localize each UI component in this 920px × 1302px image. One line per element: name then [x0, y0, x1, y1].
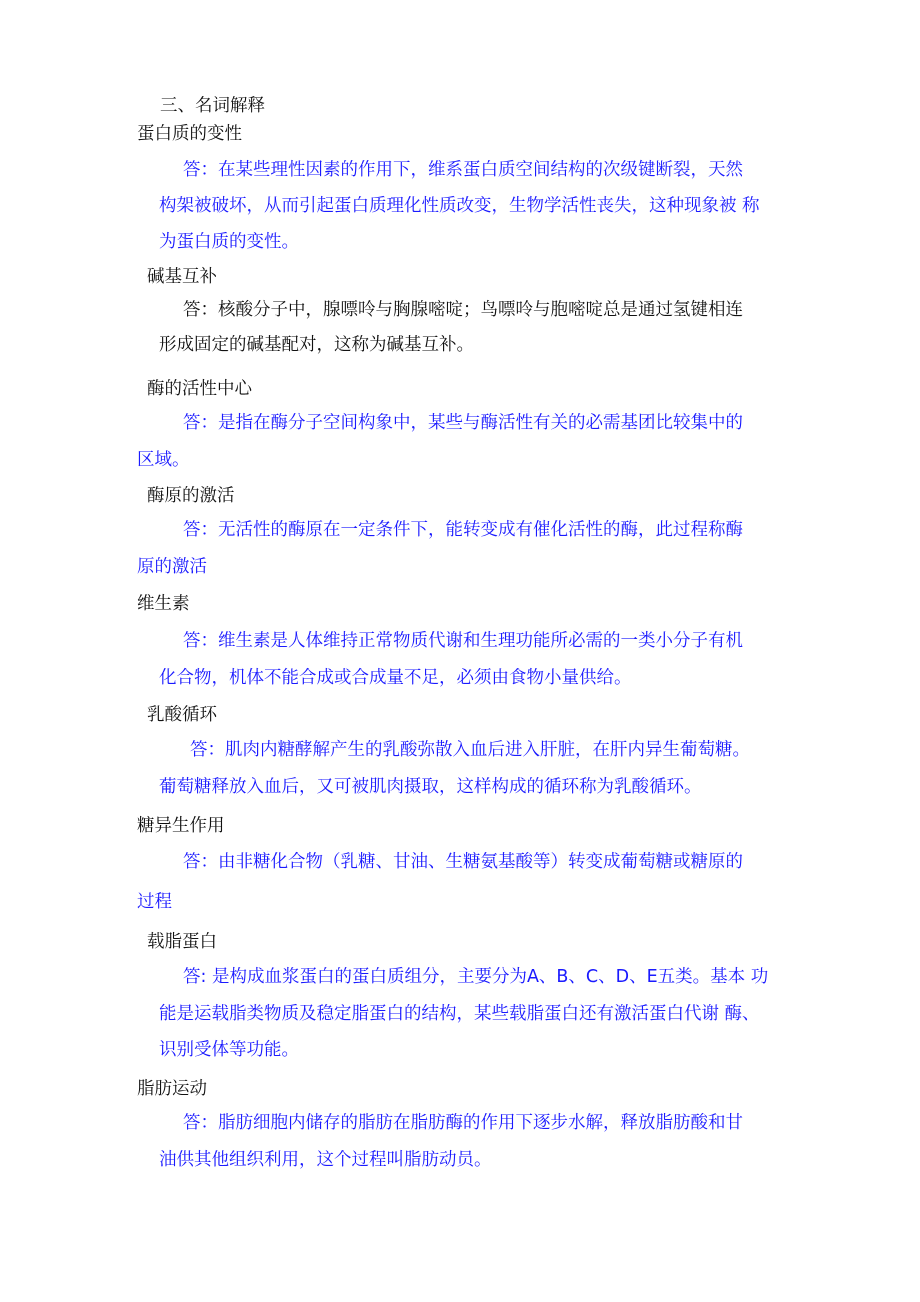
answer-line: 为蛋白质的变性。 — [159, 232, 299, 252]
term-heading: 蛋白质的变性 — [137, 124, 242, 144]
answer-line: 答：是指在酶分子空间构象中，某些与酶活性有关的必需基团比较集中的 — [183, 413, 743, 433]
answer-line: 能是运载脂类物质及稳定脂蛋白的结构，某些载脂蛋白还有激活蛋白代谢 酶、 — [159, 1004, 760, 1024]
answer-line: 区域。 — [137, 450, 190, 470]
answer-line: 答：由非糖化合物（乳糖、甘油、生糖氨基酸等）转变成葡萄糖或糖原的 — [183, 852, 743, 872]
term-heading: 脂肪运动 — [137, 1079, 207, 1099]
term-heading: 乳酸循环 — [147, 705, 217, 725]
answer-line: 葡萄糖释放入血后，又可被肌肉摄取，这样构成的循环称为乳酸循环。 — [159, 777, 702, 797]
answer-line: 答：核酸分子中，腺嘌呤与胸腺嘧啶；鸟嘌呤与胞嘧啶总是通过氢键相连 — [183, 300, 743, 320]
term-heading: 维生素 — [137, 594, 190, 614]
answer-line: 油供其他组织利用，这个过程叫脂肪动员。 — [159, 1150, 492, 1170]
answer-line: 答：在某些理性因素的作用下，维系蛋白质空间结构的次级键断裂，天然 — [183, 160, 743, 180]
answer-line: 过程 — [137, 892, 172, 912]
term-heading: 碱基互补 — [147, 267, 217, 287]
term-heading: 载脂蛋白 — [147, 932, 217, 952]
section-title: 三、名词解释 — [160, 96, 265, 116]
answer-line: 答: 是构成血浆蛋白的蛋白质组分，主要分为A、B、C、D、E五类。基本 功 — [183, 967, 769, 987]
answer-line: 原的激活 — [137, 557, 207, 577]
term-heading: 酶的活性中心 — [147, 379, 252, 399]
term-heading: 糖异生作用 — [137, 816, 225, 836]
answer-line: 形成固定的碱基配对，这称为碱基互补。 — [159, 335, 474, 355]
answer-line: 答：脂肪细胞内储存的脂肪在脂肪酶的作用下逐步水解，释放脂肪酸和甘 — [183, 1113, 743, 1133]
answer-line: 构架被破坏，从而引起蛋白质理化性质改变，生物学活性丧失，这种现象被 称 — [159, 196, 760, 216]
term-heading: 酶原的激活 — [147, 486, 235, 506]
answer-line: 识别受体等功能。 — [159, 1040, 299, 1060]
answer-line: 答：肌肉内糖酵解产生的乳酸弥散入血后进入肝脏，在肝内异生葡萄糖。 — [190, 740, 750, 760]
answer-line: 答：维生素是人体维持正常物质代谢和生理功能所必需的一类小分子有机 — [183, 631, 743, 651]
answer-line: 答：无活性的酶原在一定条件下，能转变成有催化活性的酶，此过程称酶 — [183, 520, 743, 540]
answer-line: 化合物，机体不能合成或合成量不足，必须由食物小量供给。 — [159, 668, 632, 688]
